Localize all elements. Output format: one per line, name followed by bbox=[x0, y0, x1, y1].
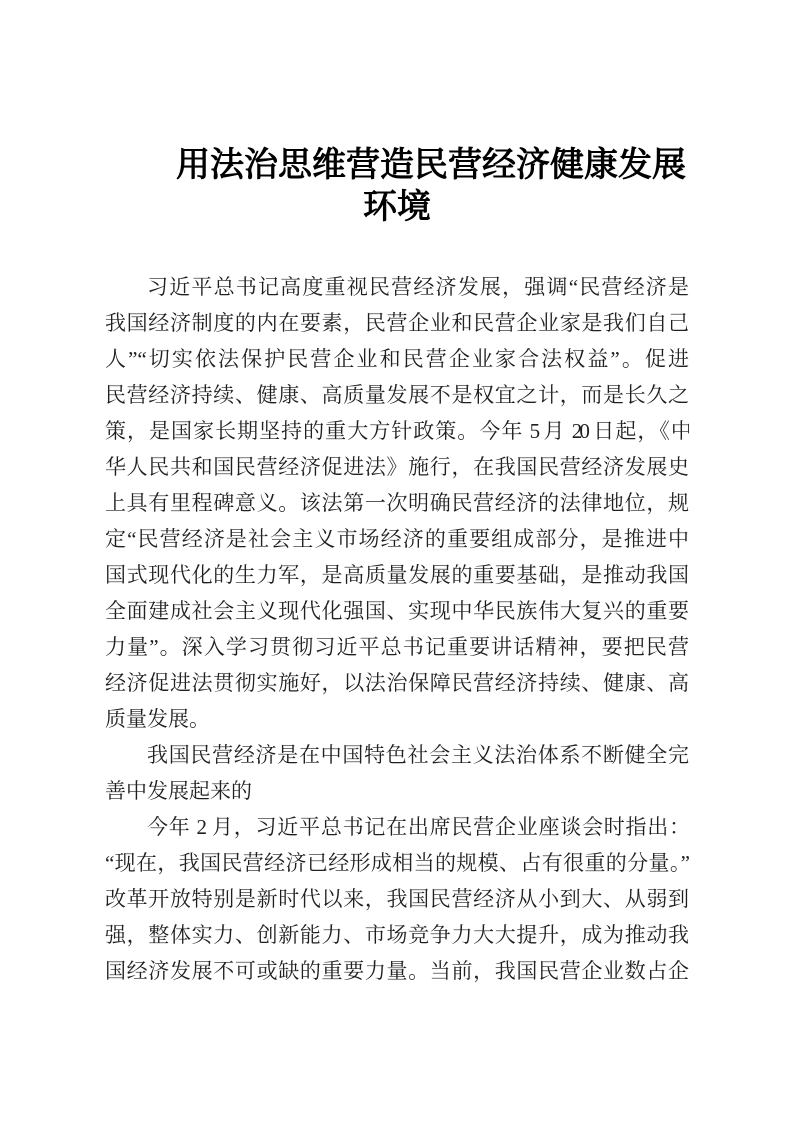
paragraph bbox=[105, 269, 689, 737]
text-line: 全面建成社会主义现代化强国、实现中华民族伟大复兴的重要 bbox=[105, 599, 689, 623]
text-line: 国经济发展不可或缺的重要力量。当前，我国民营企业数占企 bbox=[105, 959, 689, 983]
text-line: 华人民共和国民营经济促进法》施行，在我国民营经济发展史 bbox=[105, 455, 689, 479]
document-title-line-1: 用法治思维营造民营经济健康发展 bbox=[176, 147, 686, 184]
text-line: “现在，我国民营经济已经形成相当的规模、占有很重的分量。” bbox=[105, 851, 689, 875]
text-line: 策，是国家长期坚持的重大方针政策。今年 5 月 20 日起，《中 bbox=[105, 419, 689, 443]
text-line: 民营经济持续、健康、高质量发展不是权宜之计，而是长久之 bbox=[105, 383, 689, 407]
document-body bbox=[105, 269, 689, 989]
text-line: 我国民营经济是在中国特色社会主义法治体系不断健全完 bbox=[147, 743, 689, 767]
document-title bbox=[105, 145, 689, 229]
text-line: 经济促进法贯彻实施好，以法治保障民营经济持续、健康、高 bbox=[105, 671, 689, 695]
text-line: 定“民营经济是社会主义市场经济的重要组成部分，是推进中 bbox=[105, 527, 689, 551]
text-line: 习近平总书记高度重视民营经济发展，强调“民营经济是 bbox=[147, 275, 689, 299]
text-line: 人”“切实依法保护民营企业和民营企业家合法权益”。促进 bbox=[105, 347, 689, 371]
text-line: 今年 2 月，习近平总书记在出席民营企业座谈会时指出： bbox=[147, 815, 689, 839]
paragraph bbox=[105, 809, 689, 989]
text-line: 改革开放特别是新时代以来，我国民营经济从小到大、从弱到 bbox=[105, 887, 689, 911]
paragraph bbox=[105, 737, 689, 809]
text-line: 我国经济制度的内在要素，民营企业和民营企业家是我们自己 bbox=[105, 311, 689, 335]
text-line: 国式现代化的生力军，是高质量发展的重要基础，是推动我国 bbox=[105, 563, 689, 587]
document-title-line-2: 环境 bbox=[363, 189, 431, 226]
text-line: 善中发展起来的 bbox=[105, 779, 252, 803]
text-line: 力量”。深入学习贯彻习近平总书记重要讲话精神，要把民营 bbox=[105, 635, 689, 659]
text-line: 上具有里程碑意义。该法第一次明确民营经济的法律地位，规 bbox=[105, 491, 689, 515]
text-line: 质量发展。 bbox=[105, 707, 210, 731]
text-line: 强，整体实力、创新能力、市场竞争力大大提升，成为推动我 bbox=[105, 923, 689, 947]
